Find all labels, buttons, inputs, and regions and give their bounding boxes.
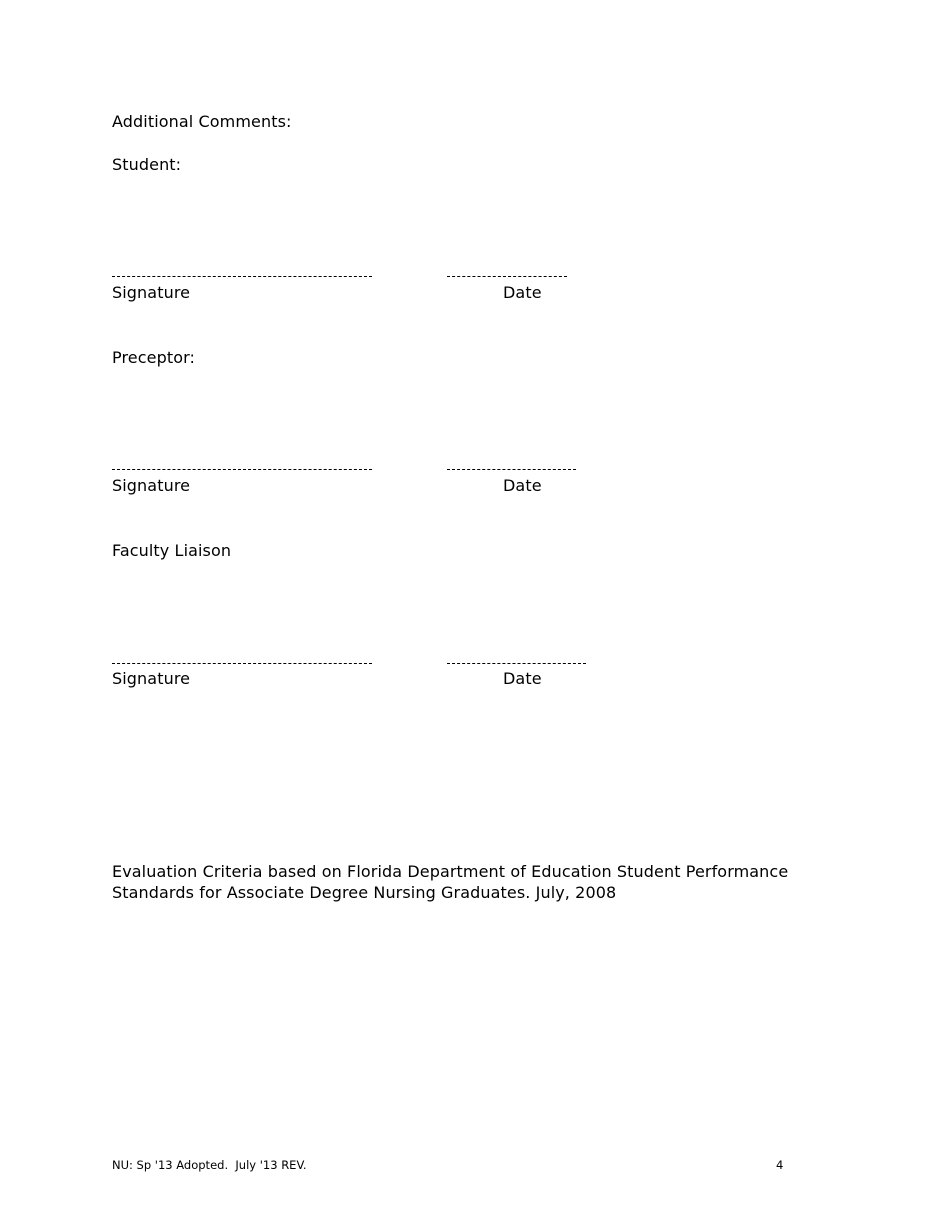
faculty-signature-label: Signature [112, 669, 191, 688]
faculty-date-line [447, 663, 586, 664]
criteria-line-1: Evaluation Criteria based on Florida Department of Education Student Performance [112, 862, 789, 881]
preceptor-date-label: Date [503, 476, 542, 495]
student-date-line [447, 276, 567, 277]
footer-page-number: 4 [776, 1158, 784, 1172]
faculty-date-label: Date [503, 669, 542, 688]
student-heading: Student: [112, 155, 182, 174]
student-signature-label: Signature [112, 283, 191, 302]
additional-comments-label: Additional Comments: [112, 112, 292, 131]
preceptor-date-line [447, 469, 576, 470]
student-date-label: Date [503, 283, 542, 302]
student-signature-line [112, 276, 372, 277]
preceptor-signature-line [112, 469, 372, 470]
preceptor-signature-label: Signature [112, 476, 191, 495]
faculty-liaison-heading: Faculty Liaison [112, 541, 232, 560]
criteria-line-2: Standards for Associate Degree Nursing Graduates. July, 2008 [112, 883, 617, 902]
footer-revision: NU: Sp '13 Adopted. July '13 REV. [112, 1158, 307, 1172]
preceptor-heading: Preceptor: [112, 348, 195, 367]
faculty-signature-line [112, 663, 372, 664]
